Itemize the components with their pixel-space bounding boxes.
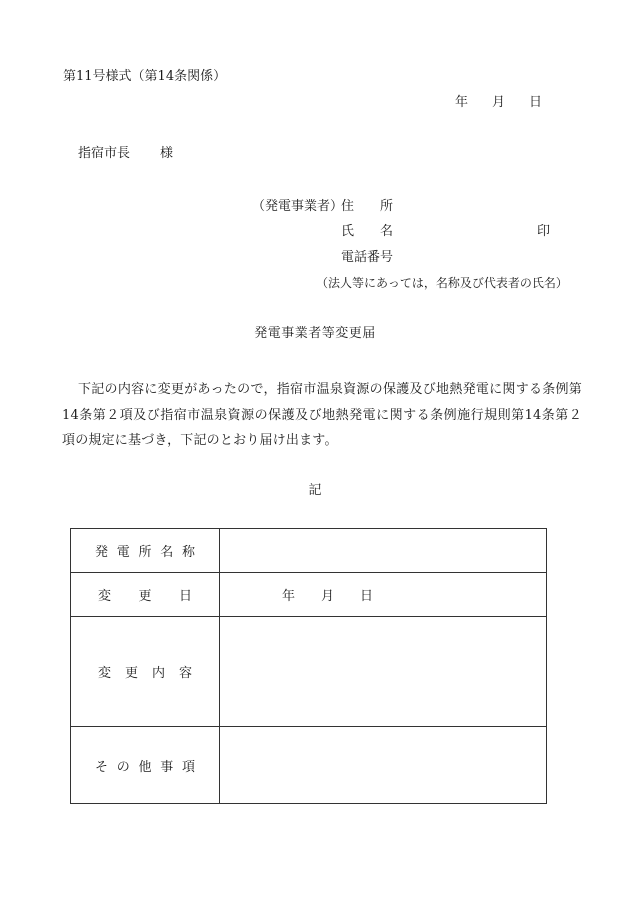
table-row: [71, 529, 547, 573]
seal-mark: 印: [537, 224, 551, 239]
document-title: 発電事業者等変更届: [254, 326, 376, 341]
applicant-role: （発電事業者）: [252, 199, 344, 214]
table-row: [71, 617, 547, 727]
other-matters-field[interactable]: [220, 727, 547, 804]
label-change-date: 変 更 日: [71, 573, 220, 617]
form-table: [70, 528, 547, 804]
addressee-name: 指宿市長: [78, 146, 131, 161]
address-label: 住 所: [341, 199, 394, 214]
power-plant-name-field[interactable]: [220, 529, 547, 573]
form-number: 第11号様式（第14条関係）: [63, 69, 227, 84]
label-change-content: 変 更 内 容: [71, 617, 220, 727]
date-month: 月: [492, 95, 506, 110]
change-date-field[interactable]: 年 月 日: [220, 573, 547, 617]
addressee-honorific: 様: [160, 146, 174, 161]
change-content-field[interactable]: [220, 617, 547, 727]
label-other-matters: そ の 他 事 項: [71, 727, 220, 804]
corporate-note: （法人等にあっては，名称及び代表者の氏名）: [316, 276, 568, 290]
submission-date: [455, 96, 542, 109]
body-paragraph: 下記の内容に変更があったので，指宿市温泉資源の保護及び地熱発電に関する条例第14条第２項及び指宿市温泉資源の保護及び地熱発電に関する条例施行規則第14条第２項の規定に基づき，下記のとおり届け出ます。: [62, 382, 582, 448]
ki-marker: 記: [308, 483, 322, 498]
name-label: 氏 名: [341, 224, 394, 239]
phone-label: 電話番号: [341, 250, 394, 265]
date-year: 年: [455, 95, 469, 110]
table-row: [71, 727, 547, 804]
date-day: 日: [529, 95, 543, 110]
table-row: [71, 573, 547, 617]
addressee: [78, 147, 173, 160]
label-power-plant-name: 発 電 所 名 称: [71, 529, 220, 573]
